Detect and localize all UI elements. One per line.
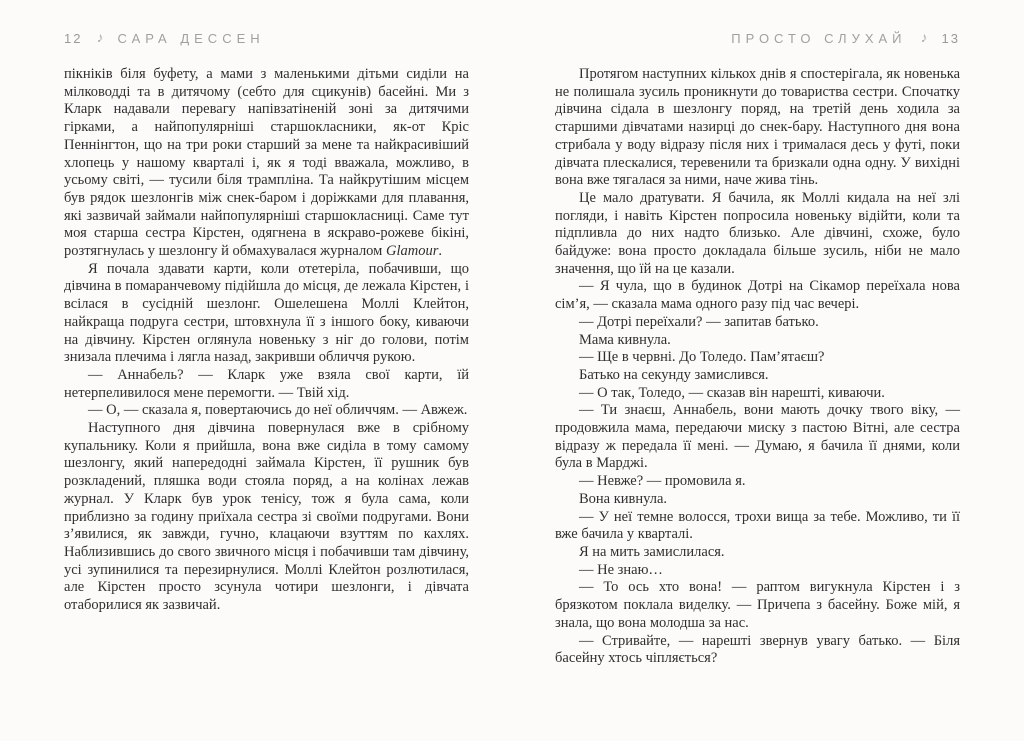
- paragraph: Це мало дратувати. Я бачила, як Моллі кидала на неї злі погляди, і навіть Кірстен попросила новеньку відійти, коли та підпливла до них надто близько. Але дівчині, схоже, було байдуже: вона просто докладала більше зусиль, ніби не мало значення, що їй на це казали.: [555, 189, 960, 277]
- page-number-right: 13: [941, 30, 960, 46]
- left-page-header: [64, 30, 265, 46]
- paragraph: Вона кивнула.: [579, 490, 668, 507]
- paragraph: — Дотрі переїхали? — запитав батько.: [579, 313, 819, 330]
- running-head-title: ПРОСТО СЛУХАЙ: [731, 30, 907, 46]
- left-page-text: [64, 66, 469, 668]
- paragraph: — Стривайте, — нарешті звернув увагу батько. — Біля басейну хтось чіпляється?: [555, 632, 960, 667]
- paragraph: Я почала здавати карти, коли отетеріла, побачивши, що дівчина в помаранчевому підійшла до місця, де лежала Кірстен, і всілася в сусідній шезлонг. Ошелешена Моллі Клейтон, найкраща подруга сестри, штовхнула її з іншого боку, киваючи на дівчину. Кірстен оглянула новеньку з ніг до голови, потім знизала плечима і лягла назад, закривши обличчя рукою.: [64, 260, 469, 366]
- paragraph: — О, — сказала я, повертаючись до неї обличчям. — Авжеж.: [88, 402, 468, 419]
- paragraph: — Аннабель? — Кларк уже взяла свої карти, їй нетерпеливилося мене перемогти. — Твій хід.: [64, 366, 469, 401]
- page-number-left: 12: [64, 30, 83, 46]
- right-page-text: [555, 66, 960, 668]
- paragraph: Протягом наступних кількох днів я спостерігала, як новенька не полишала зусиль проникнути до товариства сестри. Спочатку дівчина сідала в шезлонгу поряд, на третій день ходила за старшими дівчатами назирці до снек-бару. Наступного дня вона стрибала у воду відразу після них і трималася десь у футі, поки дівчата плескалися, теревенили та бризкали одна одну. У вихідні вона вже тягалася за ними, наче жива тінь.: [555, 66, 960, 189]
- paragraph: — Не знаю…: [579, 561, 663, 578]
- paragraph: — У неї темне волосся, трохи вища за тебе. Можливо, ти її вже бачила у кварталі.: [555, 508, 960, 543]
- paragraph: — Невже? — промовила я.: [579, 473, 746, 490]
- paragraph: Мама кивнула.: [579, 331, 671, 348]
- paragraph: — Я чула, що в будинок Дотрі на Сікамор переїхала нова сім’я, — сказала мама одного разу під час вечері.: [555, 278, 960, 313]
- music-note-icon: ♪: [920, 29, 928, 45]
- paragraph: Наступного дня дівчина повернулася вже в срібному купальнику. Коли я прийшла, вона вже сиділа в тому самому шезлонгу, який напередодні займала Кірстен, її рушник був розкладений, пляшка води стояла поряд, а на колінах лежав журнал. У Кларк був урок тенісу, тож я була сама, коли приблизно за годину приїхала сестра зі своїми подругами. Вони з’явилися, як завжди, гучно, клацаючи взуттям по кахлях. Наблизившись до свого звичного місця і побачивши там дівчину, усі зупинилися та перезирнулися. Моллі Клейтон розлютилася, але Кірстен просто зсунула чотири шезлонги, і дівчата отаборилися як зазвичай.: [64, 420, 469, 614]
- paragraph: — Ти знаєш, Аннабель, вони мають дочку твого віку, — продовжила мама, передаючи миску з пастою Вітні, але сестра відразу ж передала її мені. — Думаю, я бачила її днями, коли була в Марджі.: [555, 402, 960, 472]
- running-head-author: САРА ДЕССЕН: [117, 30, 265, 46]
- italic-word: Glamour: [385, 243, 439, 260]
- music-note-icon: ♪: [96, 29, 104, 45]
- paragraph: пікніків біля буфету, а мами з маленькими дітьми сиділи на мілководді та в дитячому (себто для сцикунів) басейні. Ми з Кларк надавали перевагу напівзатіненій зоні за дитячими гірками, а найпопулярніші старшокласники, як-от Кріс Пеннінгтон, що на три роки старший за мене та найкрасивіший хлопець у нашому кварталі і, як я тоді вважала, можливо, в усьому світі, — тусили біля трампліна. Та найкрутішим місцем був рядок шезлонгів між снек-баром і доріжками для плавання, які зазвичай займали найпопулярніші старшокласниці. Саме тут моя старша сестра Кірстен, одягнена в яскраво-рожеве бікіні, розтягнулась у шезлонгу й обмахувалася журналом Glamour.: [64, 66, 469, 260]
- paragraph: — То ось хто вона! — раптом вигукнула Кірстен і з брязкотом поклала виделку. — Причепа з басейну. Боже мій, я знала, що вона молодша за нас.: [555, 579, 960, 631]
- paragraph: — О так, Толедо, — сказав він нарешті, киваючи.: [579, 384, 885, 401]
- text-columns: [64, 66, 960, 668]
- paragraph: Я на мить замислилася.: [579, 543, 725, 560]
- paragraph: Батько на секунду замислився.: [579, 366, 769, 383]
- right-page-header: [731, 30, 960, 46]
- paragraph: — Ще в червні. До Толедо. Пам’ятаєш?: [579, 349, 825, 366]
